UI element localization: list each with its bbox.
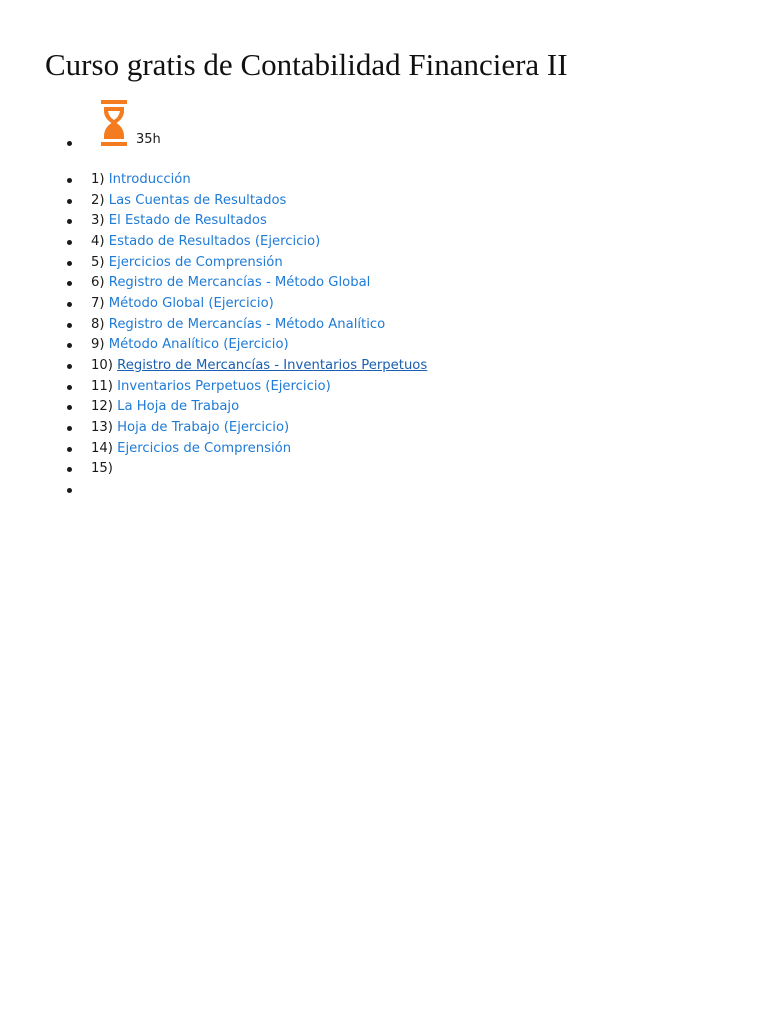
list-bullet: [67, 323, 72, 328]
lesson-number: 14): [91, 440, 113, 456]
duration-item: [0, 98, 700, 156]
list-bullet: [67, 141, 72, 146]
list-bullet: [67, 426, 72, 431]
hourglass-icon: [99, 98, 129, 148]
lesson-link-metodo-analitico[interactable]: Registro de Mercancías - Método Analítico: [108, 316, 386, 332]
lesson-link-estado-resultados[interactable]: El Estado de Resultados: [108, 213, 267, 229]
lesson-number: 13): [91, 419, 113, 435]
lesson-link-metodo-analitico-ejercicio[interactable]: Método Analítico (Ejercicio): [108, 337, 289, 353]
list-bullet: [67, 240, 72, 245]
lesson-link-metodo-global[interactable]: Registro de Mercancías - Método Global: [108, 275, 371, 291]
lesson-item: [0, 459, 700, 480]
lesson-item: [0, 232, 700, 253]
lesson-item: [0, 418, 700, 439]
lesson-item: [0, 273, 700, 294]
course-meta-list: [0, 98, 700, 156]
list-bullet: [67, 405, 72, 410]
lesson-item: [0, 439, 700, 460]
lesson-number: 15): [91, 461, 113, 477]
lesson-number: 2): [91, 192, 105, 208]
lesson-item: [0, 377, 700, 398]
course-duration: 35h: [136, 132, 161, 147]
lesson-item: [0, 294, 700, 315]
lesson-number: 9): [91, 337, 105, 353]
lesson-link-hoja-trabajo-ejercicio[interactable]: Hoja de Trabajo (Ejercicio): [117, 419, 290, 435]
list-bullet: [67, 219, 72, 224]
lesson-item: [0, 335, 700, 356]
lesson-link-inventarios-perpetuos-ejercicio[interactable]: Inventarios Perpetuos (Ejercicio): [117, 378, 331, 394]
page-title: Curso gratis de Contabilidad Financiera II: [45, 47, 568, 82]
lesson-item: [0, 191, 700, 212]
lesson-number: 6): [91, 275, 105, 291]
lesson-item: [0, 397, 700, 418]
lesson-item: [0, 211, 700, 232]
list-bullet: [67, 488, 72, 493]
list-bullet: [67, 467, 72, 472]
lesson-number: 7): [91, 295, 105, 311]
lesson-number: 1): [91, 172, 105, 187]
lesson-number: 8): [91, 316, 105, 332]
lesson-number: 3): [91, 213, 105, 229]
list-bullet: [67, 302, 72, 307]
lesson-item: [0, 356, 700, 377]
lesson-link-introduccion[interactable]: Introducción: [108, 172, 191, 187]
lesson-item-empty: [0, 480, 700, 501]
lesson-link-hoja-trabajo[interactable]: La Hoja de Trabajo: [117, 399, 240, 415]
lesson-number: 4): [91, 233, 105, 249]
lesson-link-metodo-global-ejercicio[interactable]: Método Global (Ejercicio): [108, 295, 274, 311]
list-bullet: [67, 447, 72, 452]
list-bullet: [67, 343, 72, 348]
lesson-item: [0, 315, 700, 336]
list-bullet: [67, 261, 72, 266]
list-bullet: [67, 281, 72, 286]
lesson-item: [0, 253, 700, 274]
lesson-link-estado-resultados-ejercicio[interactable]: Estado de Resultados (Ejercicio): [108, 233, 321, 249]
lesson-link-ejercicios-comprension[interactable]: Ejercicios de Comprensión: [108, 254, 283, 270]
list-bullet: [67, 178, 72, 183]
list-bullet: [67, 364, 72, 369]
list-bullet: [67, 385, 72, 390]
list-bullet: [67, 199, 72, 204]
lesson-link-cuentas-resultados[interactable]: Las Cuentas de Resultados: [108, 192, 287, 208]
lesson-link-inventarios-perpetuos[interactable]: Registro de Mercancías - Inventarios Perpetuos: [117, 357, 428, 373]
lesson-link-ejercicios-comprension-2[interactable]: Ejercicios de Comprensión: [117, 440, 292, 456]
lesson-list: [0, 170, 700, 501]
lesson-number: 10): [91, 357, 113, 373]
lesson-number: 12): [91, 399, 113, 415]
lesson-number: 11): [91, 378, 113, 394]
lesson-number: 5): [91, 254, 105, 270]
lesson-item: [0, 170, 700, 191]
